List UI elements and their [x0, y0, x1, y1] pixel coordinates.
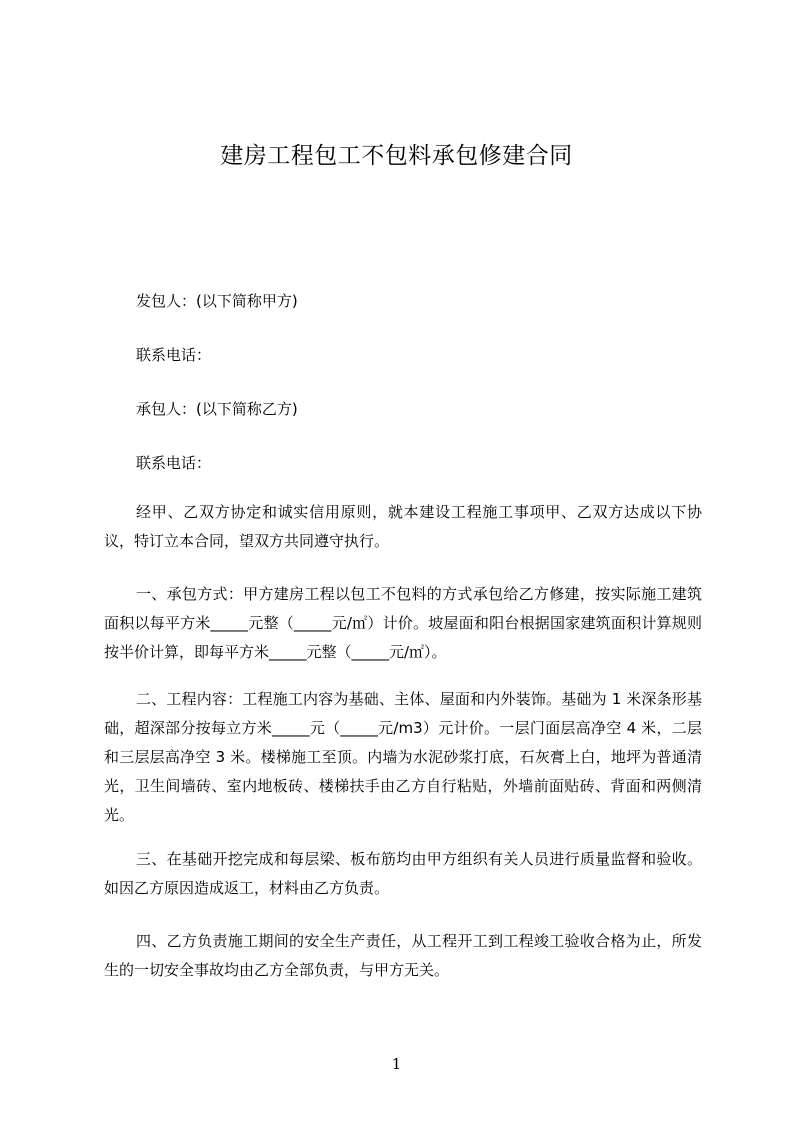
- page-number: 1: [391, 1055, 402, 1073]
- clause-2-work-content: 二、工程内容：工程施工内容为基础、主体、屋面和内外装饰。基础为 1 米深条形基础，超深部分按每立方米_____元（_____元/m3）元计价。一层门面层高净空 4 米，二层和三层层高净空 3 米。楼梯施工至顶。内墙为水泥砂浆打底，石灰膏上白，地坪为普通清光，卫生间墙砖、室内地板砖、楼梯扶手由乙方自行粘贴，外墙前面贴砖、背面和两侧清光。: [104, 690, 702, 824]
- clause-1-contract-method: 一、承包方式：甲方建房工程以包工不包料的方式承包给乙方修建，按实际施工建筑面积以每平方米_____元整（_____元/㎡）计价。坡屋面和阳台根据国家建筑面积计算规则按半价计算，即每平方米_____元整（_____元/㎡）。: [104, 585, 702, 661]
- party-a-phone-line: 联系电话：: [136, 346, 212, 364]
- document-title: 建房工程包工不包料承包修建合同: [220, 143, 573, 169]
- party-b-line: 承包人：(以下简称乙方): [136, 400, 298, 418]
- clause-3-quality-inspection: 三、在基础开挖完成和每层梁、板布筋均由甲方组织有关人员进行质量监督和验收。如因乙方原因造成返工，材料由乙方负责。: [104, 850, 702, 897]
- intro-paragraph: 经甲、乙双方协定和诚实信用原则，就本建设工程施工事项甲、乙双方达成以下协议，特订立本合同，望双方共同遵守执行。: [104, 503, 702, 550]
- party-a-line: 发包人：(以下简称甲方): [136, 292, 298, 310]
- clause-4-safety-responsibility: 四、乙方负责施工期间的安全生产责任，从工程开工到工程竣工验收合格为止，所发生的一切安全事故均由乙方全部负责，与甲方无关。: [104, 932, 702, 979]
- party-b-phone-line: 联系电话：: [136, 454, 212, 472]
